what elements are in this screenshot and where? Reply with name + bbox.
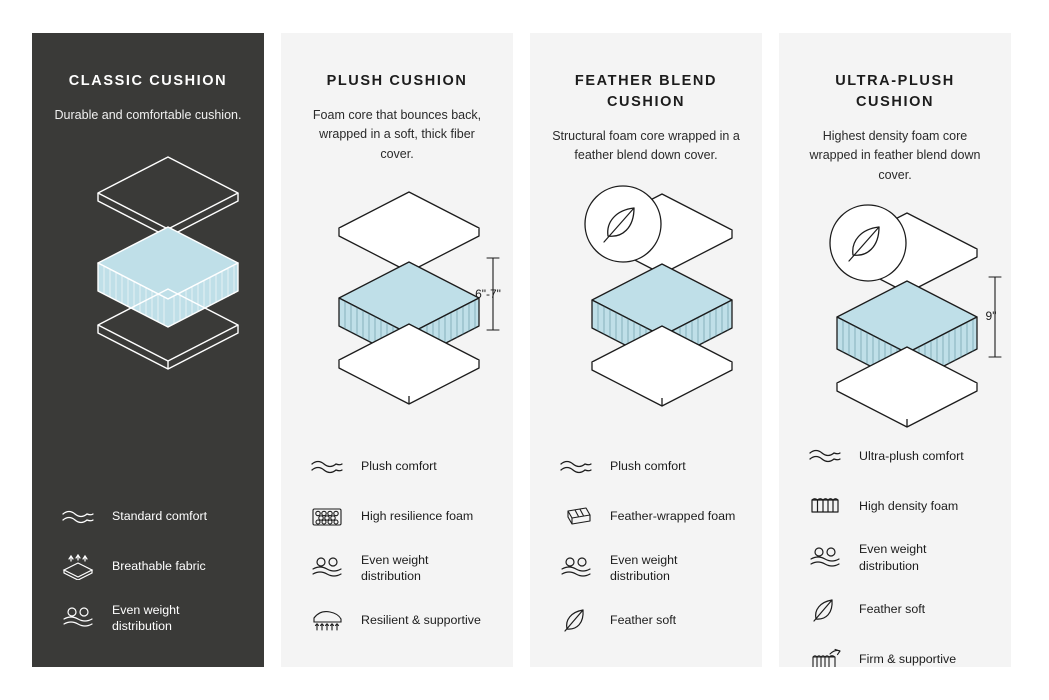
- feature-label: Standard comfort: [112, 509, 208, 524]
- feature-label: Breathable fabric: [112, 559, 206, 574]
- feature-item: [307, 502, 489, 532]
- even-weight-icon: [805, 543, 845, 573]
- wave-lines-icon: [58, 502, 98, 532]
- leaf-icon: [805, 595, 845, 625]
- honeycomb-foam-icon: [307, 502, 347, 532]
- feature-item: [556, 605, 738, 635]
- resilient-support-icon: [307, 605, 347, 635]
- feature-label: Feather soft: [610, 612, 677, 627]
- feature-list-plush: [301, 452, 493, 647]
- panel-description: Highest density foam core wrapped in feather blend down cover.: [809, 129, 981, 182]
- feature-label: Even weight distribution: [610, 552, 678, 584]
- cushion-illustration-plush: [301, 174, 501, 420]
- feature-item: [307, 605, 489, 635]
- panel-classic-cushion: [32, 33, 264, 667]
- panel-description: Durable and comfortable cushion.: [54, 108, 242, 123]
- feature-item: [805, 645, 987, 667]
- cushion-illustration-feather-blend: [550, 176, 742, 422]
- feature-item: [58, 602, 240, 635]
- feature-label: High resilience foam: [361, 509, 474, 524]
- panel-ultra-plush-cushion: [779, 33, 1011, 667]
- dimension-label: 9": [985, 309, 997, 324]
- feature-item: [805, 441, 987, 471]
- feature-label: Even weight distribution: [112, 602, 180, 634]
- feather-wrapped-foam-icon: [556, 502, 596, 532]
- feature-item: [556, 452, 738, 482]
- leaf-badge-icon: [830, 205, 906, 281]
- leaf-icon: [556, 605, 596, 635]
- panel-title: ULTRA-PLUSH CUSHION: [835, 73, 955, 111]
- feature-item: [307, 552, 489, 585]
- firm-support-icon: [805, 645, 845, 667]
- feature-item: [805, 491, 987, 521]
- feature-label: Even weight distribution: [859, 542, 927, 573]
- feature-label: Plush comfort: [610, 459, 686, 474]
- feature-label: Plush comfort: [361, 459, 437, 474]
- even-weight-icon: [556, 553, 596, 583]
- feature-label: Resilient & supportive: [361, 612, 481, 627]
- panel-plush-cushion: [281, 33, 513, 667]
- feature-item: [307, 452, 489, 482]
- panel-title: CLASSIC CUSHION: [68, 73, 228, 89]
- feature-item: [805, 541, 987, 574]
- breathable-fabric-icon: [58, 552, 98, 582]
- dimension-label: 6"-7": [475, 287, 501, 302]
- high-density-foam-icon: [805, 491, 845, 521]
- leaf-badge-icon: [585, 186, 661, 262]
- feature-list-ultra-plush: [799, 441, 991, 667]
- feature-item: [58, 502, 240, 532]
- feature-label: Firm & supportive: [859, 652, 957, 667]
- even-weight-icon: [58, 603, 98, 633]
- panel-description: Foam core that bounces back, wrapped in a soft, thick fiber cover.: [312, 108, 482, 161]
- wave-lines-icon: [307, 452, 347, 482]
- even-weight-icon: [307, 553, 347, 583]
- feature-label: Even weight distribution: [361, 552, 429, 584]
- feature-item: [805, 595, 987, 625]
- panel-title: PLUSH CUSHION: [326, 73, 468, 89]
- feature-list-classic: [52, 502, 244, 647]
- wave-lines-icon: [556, 452, 596, 482]
- feature-label: Feather-wrapped foam: [610, 509, 736, 524]
- feature-item: [58, 552, 240, 582]
- panel-title: FEATHER BLEND CUSHION: [574, 73, 718, 111]
- feature-list-feather-blend: [550, 452, 742, 647]
- feature-item: [556, 502, 738, 532]
- panel-description: Structural foam core wrapped in a feather blend down cover.: [552, 129, 740, 163]
- cushion-illustration-classic: [52, 135, 244, 381]
- wave-lines-icon: [805, 441, 845, 471]
- feature-label: Feather soft: [859, 602, 926, 617]
- feature-label: Ultra-plush comfort: [859, 448, 964, 463]
- feature-item: [556, 552, 738, 585]
- cushion-illustration-ultra-plush: [799, 195, 997, 441]
- panel-feather-blend-cushion: [530, 33, 762, 667]
- feature-label: High density foam: [859, 498, 959, 513]
